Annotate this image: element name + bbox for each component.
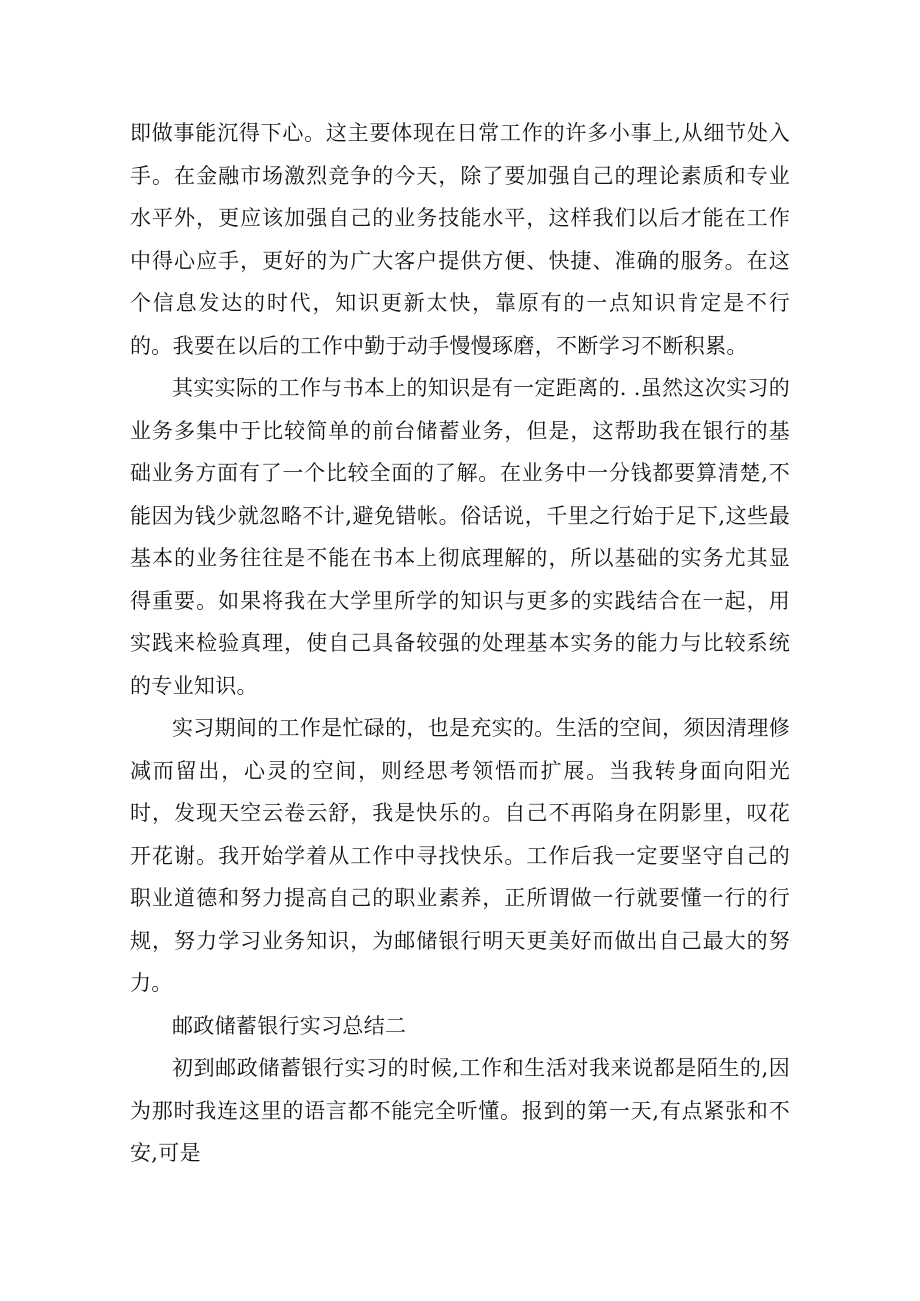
paragraph-internship-busy: 实习期间的工作是忙碌的，也是充实的。生活的空间，须因清理修减而留出，心灵的空间，则经思考领悟而扩展。当我转身面向阳光时，发现天空云卷云舒，我是快乐的。自己不再陷身在阴影里，叹花开花谢。我开始学着从工作中寻找快乐。工作后我一定要坚守自己的职业道德和努力提高自己的职业素养，正所谓做一行就要懂一行的行规，努力学习业务知识，为邮储银行明天更美好而做出自己最大的努力。 — [130, 716, 790, 995]
paragraph-first-days: 初到邮政储蓄银行实习的时候,工作和生活对我来说都是陌生的,因为那时我连这里的语言都不能完全听懂。报到的第一天,有点紧张和不安,可是 — [130, 1056, 790, 1165]
paragraph-continued: 即做事能沉得下心。这主要体现在日常工作的许多小事上,从细节处入手。在金融市场激烈竞争的今天，除了要加强自己的理论素质和专业水平外，更应该加强自己的业务技能水平，这样我们以后才能在工作中得心应手，更好的为广大客户提供方便、快捷、准确的服务。在这个信息发达的时代，知识更新太快，靠原有的一点知识肯定是不行的。我要在以后的工作中勤于动手慢慢琢磨，不断学习不断积累。 — [130, 121, 790, 358]
paragraph-practice-vs-books: 其实实际的工作与书本上的知识是有一定距离的. .虽然这次实习的业务多集中于比较简单的前台储蓄业务，但是，这帮助我在银行的基础业务方面有了一个比较全面的了解。在业务中一分钱都要算清楚,不能因为钱少就忽略不计,避免错帐。俗话说，千里之行始于足下,这些最基本的业务往往是不能在书本上彻底理解的，所以基础的实务尤其显得重要。如果将我在大学里所学的知识与更多的实践结合在一起，用实践来检验真理，使自己具备较强的处理基本实务的能力与比较系统的专业知识。 — [130, 376, 790, 698]
section-heading: 邮政储蓄银行实习总结二 — [172, 1013, 407, 1038]
document-body — [130, 112, 790, 1175]
